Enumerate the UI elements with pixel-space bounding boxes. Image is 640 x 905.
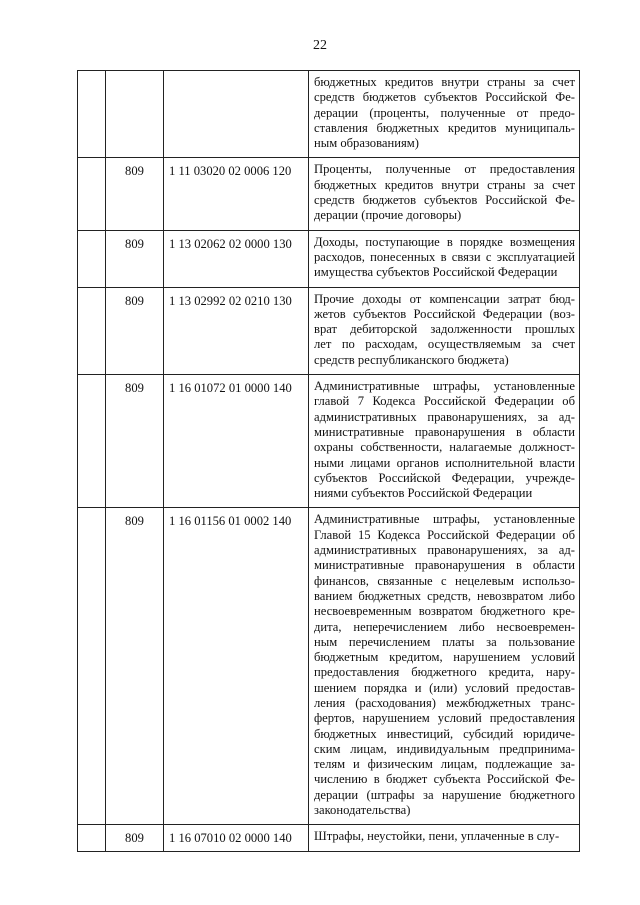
description-line: Главой 15 Кодекса Российской Федерации об — [314, 527, 575, 542]
description-line: Доходы, поступающие в порядке возмещения — [314, 234, 575, 249]
description-line: Административные штрафы, установленные — [314, 512, 575, 527]
description-line: средств бюджетов субъектов Российской Фе- — [314, 193, 575, 208]
table-row — [78, 825, 580, 851]
administrator-code-cell: 809 — [106, 230, 164, 287]
description-line: охраны собственности, налагаемые должност- — [314, 440, 575, 455]
revenue-description-cell — [309, 508, 580, 825]
description-line: средств бюджетов субъектов Российской Фе- — [314, 90, 575, 105]
description-line: предоставления бюджетного кредита, нару- — [314, 665, 575, 680]
administrator-code-cell: 809 — [106, 508, 164, 825]
description-line: бюджетным кредитом, нарушением условий — [314, 650, 575, 665]
administrator-code-cell: 809 — [106, 375, 164, 508]
description-line: Штрафы, неустойки, пени, уплаченные в слу- — [314, 829, 560, 844]
description-line: Прочие доходы от компенсации затрат бюд- — [314, 291, 575, 306]
description-line: дерации (штрафы за нарушение бюджетного — [314, 787, 575, 802]
description-line: расходов, понесенных в связи с эксплуатацией — [314, 249, 575, 264]
row-number-cell — [78, 508, 106, 825]
row-number-cell — [78, 71, 106, 158]
description-line: бюджетных инвестиций, субсидий юридиче- — [314, 726, 575, 741]
administrator-code-cell: 809 — [106, 287, 164, 374]
revenue-description-cell — [309, 71, 580, 158]
description-line: Административные штрафы, установленные — [314, 379, 575, 394]
table-row — [78, 375, 580, 508]
administrator-code-cell: 809 — [106, 825, 164, 851]
description-line: ванием бюджетных средств, невозвратом либо — [314, 588, 575, 603]
description-line: ным перечислением платы за пользование — [314, 634, 575, 649]
description-line: бюджетных кредитов внутри страны за счет — [314, 177, 575, 192]
description-line: законодательства) — [314, 803, 411, 818]
description-line: дерации (проценты, полученные от предо- — [314, 105, 575, 120]
row-number-cell — [78, 825, 106, 851]
description-line: главой 7 Кодекса Российской Федерации об — [314, 394, 575, 409]
description-line: дерации (прочие договоры) — [314, 208, 462, 223]
page-number: 22 — [313, 38, 327, 53]
administrator-code-cell — [106, 71, 164, 158]
description-line: несвоевременным возвратом бюджетного кре- — [314, 604, 575, 619]
description-line: телям и физическим лицам, подлежащие за- — [314, 757, 575, 772]
description-line: административных правонарушениях, за ад- — [314, 543, 575, 558]
description-line: фертов, нарушением условий предоставления — [314, 711, 575, 726]
revenue-code-cell: 1 16 01156 01 0002 140 — [164, 508, 309, 825]
revenue-description-cell — [309, 375, 580, 508]
administrator-code-cell: 809 — [106, 158, 164, 230]
description-line: ниями субъектов Российской Федерации — [314, 486, 533, 501]
revenue-code-cell — [164, 71, 309, 158]
revenue-description-cell — [309, 230, 580, 287]
revenue-description-cell — [309, 158, 580, 230]
revenue-description-cell — [309, 825, 580, 851]
description-line: жетов субъектов Российской Федерации (воз- — [314, 306, 575, 321]
table-row — [78, 230, 580, 287]
description-line: шением порядка и (или) условий предостав- — [314, 680, 575, 695]
description-line: административных правонарушениях, за ад- — [314, 409, 575, 424]
revenue-code-cell: 1 16 01072 01 0000 140 — [164, 375, 309, 508]
revenue-description-cell — [309, 287, 580, 374]
description-line: средств республиканского бюджета) — [314, 352, 509, 367]
description-line: ления (расходования) межбюджетных транс- — [314, 695, 575, 710]
description-line: ным образованиям) — [314, 136, 419, 151]
description-line: министративные правонарушения в области — [314, 558, 575, 573]
revenue-code-cell: 1 13 02062 02 0000 130 — [164, 230, 309, 287]
revenue-code-cell: 1 16 07010 02 0000 140 — [164, 825, 309, 851]
row-number-cell — [78, 230, 106, 287]
description-line: ским лицам, индивидуальным предпринима- — [314, 741, 575, 756]
description-line: дита, неперечислением либо несвоевремен- — [314, 619, 575, 634]
description-line: бюджетных кредитов внутри страны за счет — [314, 75, 575, 89]
row-number-cell — [78, 158, 106, 230]
description-line: врат дебиторской задолженности прошлых — [314, 322, 575, 337]
row-number-cell — [78, 375, 106, 508]
description-line: числению в бюджет субъекта Российской Фе- — [314, 772, 575, 787]
description-line: Проценты, полученные от предоставления — [314, 162, 575, 177]
revenue-codes-table — [77, 70, 580, 852]
description-line: субъектов Российской Федерации, учрежде- — [314, 470, 575, 485]
row-number-cell — [78, 287, 106, 374]
revenue-code-cell: 1 13 02992 02 0210 130 — [164, 287, 309, 374]
description-line: лет по расходам, осуществляемым за счет — [314, 337, 575, 352]
description-line: ставления бюджетных кредитов муниципаль- — [314, 120, 575, 135]
description-line: ными лицами органов исполнительной власти — [314, 455, 575, 470]
table-row — [78, 508, 580, 825]
description-line: финансов, связанные с нецелевым использо- — [314, 573, 575, 588]
description-line: министративные правонарушения в области — [314, 424, 575, 439]
table-row — [78, 71, 580, 158]
description-line: имущества субъектов Российской Федерации — [314, 265, 558, 280]
table-row — [78, 158, 580, 230]
revenue-code-cell: 1 11 03020 02 0006 120 — [164, 158, 309, 230]
table-row — [78, 287, 580, 374]
